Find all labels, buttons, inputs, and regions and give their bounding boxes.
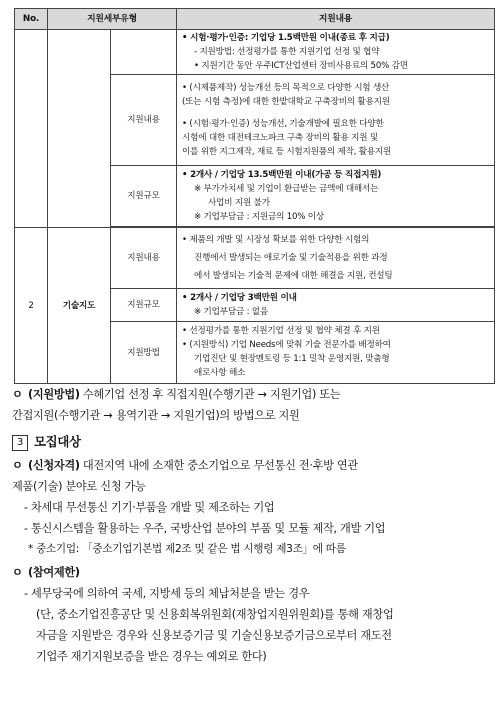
row2-type: 기술지도 — [48, 228, 111, 384]
qualification-text-cont: 제품(기술) 분야로 신청 가능 — [12, 480, 146, 493]
sme-note: * 중소기업: 「중소기업기본법 제2조 및 같은 법 시행령 제3조」에 따름 — [28, 543, 346, 555]
text-line: • (시제품제작) 성능개선 등의 목적으로 다양한 시험 생산 — [182, 83, 390, 93]
limit-heading: (참여제한) — [28, 566, 80, 579]
section-heading — [12, 431, 492, 452]
table-row — [15, 228, 495, 289]
table-header-row — [15, 9, 495, 30]
text-line: • (지원방식) 기업 Needs에 맞춰 기술 전문가를 배정하여 — [182, 340, 391, 350]
row2-no: 2 — [15, 228, 48, 384]
text-line: ※ 기업부담금 : 없음 — [194, 307, 269, 317]
bullet-marker: ㅇ — [12, 459, 23, 472]
section-number: 3 — [12, 435, 28, 451]
row1-type — [48, 30, 111, 228]
header-no: No. — [15, 9, 48, 30]
header-content: 지원내용 — [177, 9, 495, 30]
row1-content-label: 지원내용 — [111, 75, 177, 166]
text-line: • (시험·평가·인증) 성능개선, 기술개발에 필요한 다양한 — [182, 119, 384, 129]
row1-no — [15, 30, 48, 228]
qualification-sub-item: - 차세대 무선통신 기기·부품을 개발 및 제조하는 기업 — [24, 501, 275, 514]
method-text: 수혜기업 선정 후 직접지원(수행기관 → 지원기업) 또는 — [79, 388, 341, 401]
limit-exception-line: 기업주 재기지원보증을 받은 경우는 예외로 한다) — [36, 650, 267, 663]
limit-exception-line: (단, 중소기업진흥공단 및 신용회복위원회(재창업지원위원회)를 통해 재창업 — [36, 608, 394, 621]
text-line: 진행에서 발생되는 애로기술 및 기술적용을 위한 과정 — [194, 253, 388, 263]
method-text-cont: 간접지원(수행기관 → 용역기관 → 지원기업)의 방법으로 지원 — [12, 409, 300, 422]
document-body — [12, 384, 492, 667]
method-heading: (지원방법) — [28, 388, 80, 401]
bullet-marker: ㅇ — [12, 388, 23, 401]
row1-scale-label: 지원규모 — [111, 166, 177, 227]
bullet-marker: ㅇ — [12, 566, 23, 579]
text-line: - 지원방법: 선정평가를 통한 지원기업 선정 및 협약 — [194, 47, 380, 57]
table-row — [15, 30, 495, 75]
section-title: 모집대상 — [34, 434, 81, 449]
text-line: 에서 발생되는 기술적 문제에 대한 해결을 지원, 컨설팅 — [194, 271, 393, 281]
qualification-paragraph — [12, 455, 492, 476]
row2-content-label: 지원내용 — [111, 228, 177, 289]
text-line: 애로사항 해소 — [194, 368, 246, 378]
text-line: 시험에 대한 대전테크노파크 구축 장비의 활용 지원 및 — [182, 133, 378, 143]
text-line: ※ 기업부담금 : 지원금의 10% 이상 — [194, 212, 324, 222]
text-line: 이를 위한 지그제작, 재료 등 시험지원품의 제작, 활용지원 — [182, 147, 392, 157]
method-paragraph — [12, 384, 492, 405]
limit-sub-item: - 세무당국에 의하여 국세, 지방세 등의 체납처분을 받는 경우 — [24, 587, 310, 600]
text-line: 사업비 지원 불가 — [208, 198, 270, 208]
row2-scale — [177, 289, 495, 322]
row2-scale-label: 지원규모 — [111, 289, 177, 322]
text-line: • 지원기간 동안 우주ICT산업센터 장비사용료의 50% 감면 — [194, 61, 408, 71]
text-line: • 시험·평가·인증: 기업당 1.5백만원 이내(종료 후 지급) — [182, 33, 390, 43]
text-line: (또는 시험 측정)에 대한 한밭대학교 구축장비의 활용지원 — [182, 97, 390, 107]
row2-method — [177, 322, 495, 384]
row1-content — [177, 75, 495, 166]
text-line: 기업진단 및 현장멘토링 등 1:1 밀착 운영지원, 맞춤형 — [194, 354, 390, 364]
row2-method-label: 지원방법 — [111, 322, 177, 384]
row1-scale — [177, 166, 495, 227]
text-line: • 선정평가를 통한 지원기업 선정 및 협약 체결 후 지원 — [182, 326, 380, 336]
row2-content — [177, 228, 495, 289]
qualification-sub-item: - 통신시스템을 활용하는 우주, 국방산업 분야의 부품 및 모듈 제작, 개발 기업 — [24, 522, 386, 535]
limit-exception-line: 자금을 지원받은 경우와 신용보증기금 및 기술신용보증기금으로부터 재도전 — [36, 629, 392, 642]
qualification-heading: (신청자격) — [28, 459, 80, 472]
header-type: 지원세부유형 — [48, 9, 177, 30]
row1-top-content — [177, 30, 495, 75]
row1-top-label — [111, 30, 177, 75]
limit-paragraph — [12, 562, 492, 583]
text-line: • 2개사 / 기업당 13.5백만원 이내(가공 등 직접지원) — [182, 170, 382, 180]
text-line: ※ 부가가치세 및 기업이 환급받는 금액에 대해서는 — [194, 184, 379, 194]
text-line: • 2개사 / 기업당 3백만원 이내 — [182, 293, 297, 303]
support-table — [14, 8, 495, 384]
text-line: • 제품의 개발 및 시장성 확보를 위한 다양한 시험의 — [182, 235, 370, 245]
qualification-text: 대전지역 내에 소재한 중소기업으로 무선통신 전·후방 연관 — [79, 459, 358, 472]
